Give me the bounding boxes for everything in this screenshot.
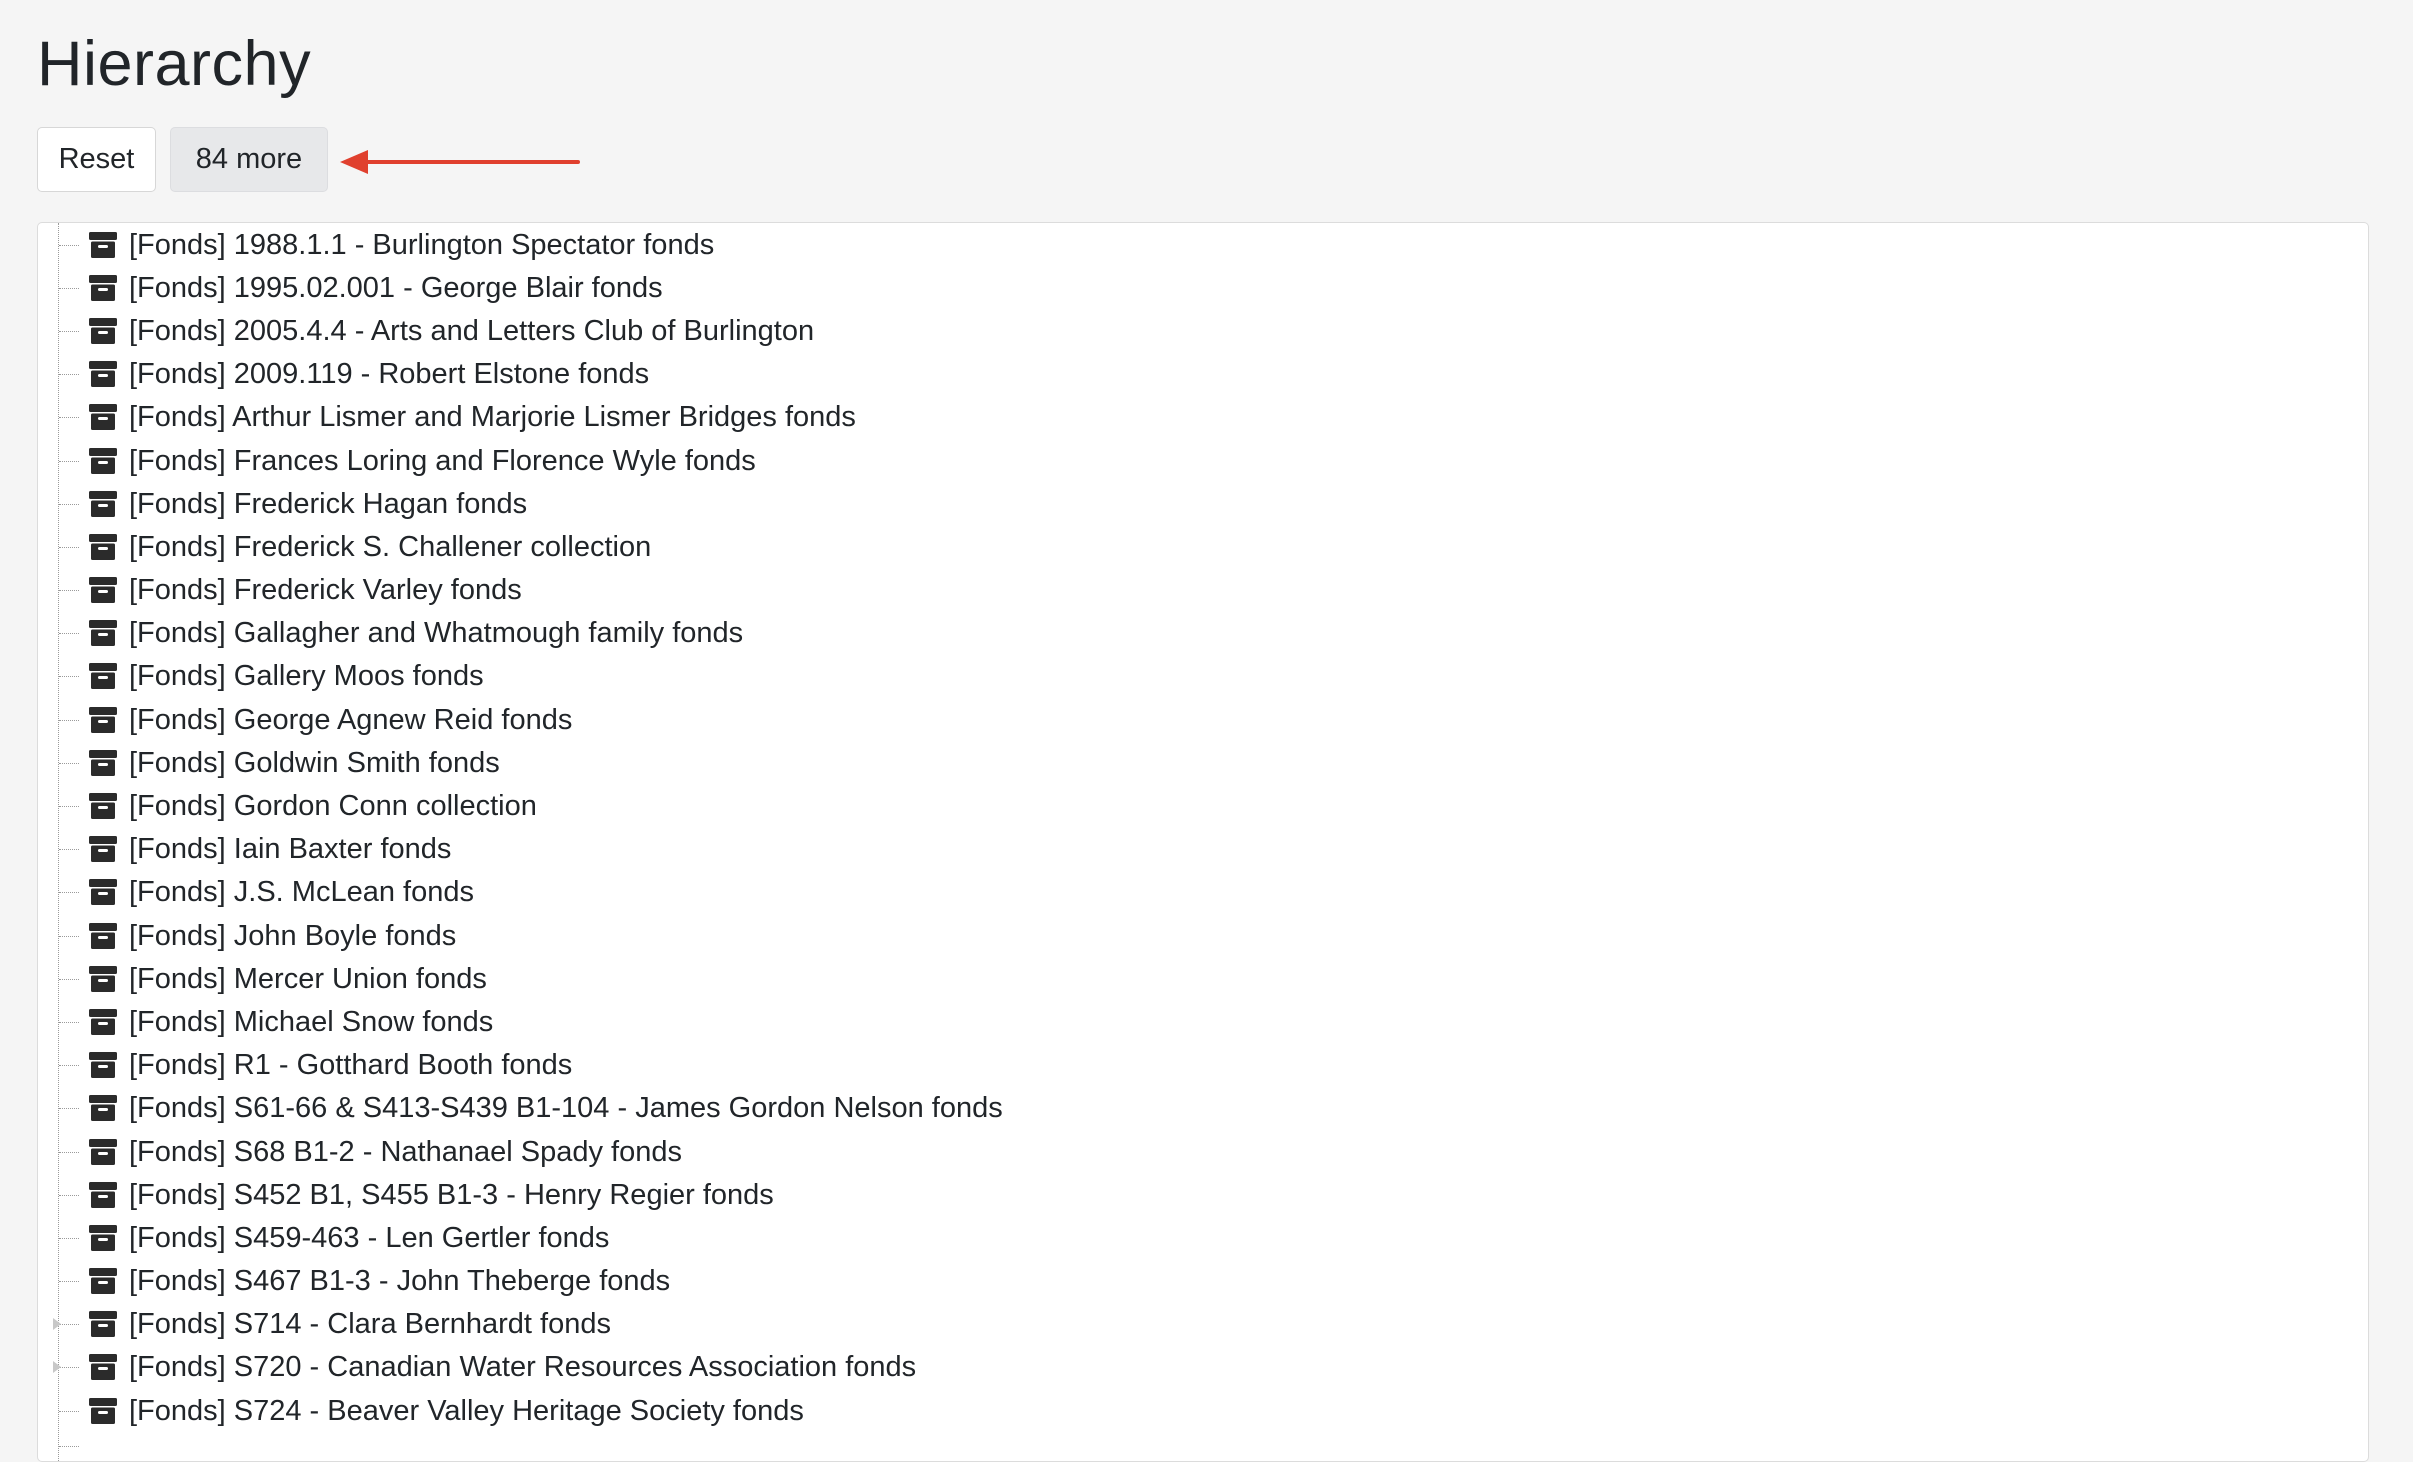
tree-connector xyxy=(59,1324,79,1325)
tree-node-label: [Fonds] S452 B1, S455 B1-3 - Henry Regier fonds xyxy=(129,1178,774,1211)
tree-connector xyxy=(59,1238,79,1239)
tree-connector xyxy=(59,504,79,505)
tree-node[interactable] xyxy=(38,612,2368,655)
reset-button[interactable]: Reset xyxy=(37,127,156,192)
tree-node[interactable] xyxy=(38,266,2368,309)
tree-node-label: [Fonds] Goldwin Smith fonds xyxy=(129,746,500,779)
archive-box-icon xyxy=(88,965,118,993)
tree-node[interactable] xyxy=(38,223,2368,266)
tree-connector xyxy=(59,936,79,937)
expand-caret-icon[interactable] xyxy=(53,1318,61,1330)
tree-connector xyxy=(59,547,79,548)
archive-box-icon xyxy=(88,231,118,259)
tree-node[interactable] xyxy=(38,525,2368,568)
page-title: Hierarchy xyxy=(37,29,312,99)
archive-box-icon xyxy=(88,1397,118,1425)
archive-box-icon xyxy=(88,1094,118,1122)
archive-box-icon xyxy=(88,878,118,906)
tree-node-label: [Fonds] 2005.4.4 - Arts and Letters Club of Burlington xyxy=(129,314,815,347)
tree-node-label: [Fonds] Gallagher and Whatmough family fonds xyxy=(129,617,744,650)
tree-node-label: [Fonds] S459-463 - Len Gertler fonds xyxy=(129,1221,610,1254)
tree-node[interactable] xyxy=(38,784,2368,827)
archive-box-icon xyxy=(88,1310,118,1338)
tree-node-label: [Fonds] Frederick Varley fonds xyxy=(129,574,522,607)
tree-node-label: [Fonds] S467 B1-3 - John Theberge fonds xyxy=(129,1265,671,1298)
archive-box-icon xyxy=(88,360,118,388)
tree-connector xyxy=(59,1152,79,1153)
annotation-arrow-head xyxy=(340,150,368,174)
archive-box-icon xyxy=(88,835,118,863)
tree-node[interactable] xyxy=(38,1173,2368,1216)
archive-box-icon xyxy=(88,749,118,777)
tree-node[interactable] xyxy=(38,1346,2368,1389)
tree-node[interactable] xyxy=(38,439,2368,482)
tree-node-label: [Fonds] Gallery Moos fonds xyxy=(129,660,484,693)
tree-node-label: [Fonds] Frederick S. Challener collection xyxy=(129,530,652,563)
tree-list xyxy=(38,223,2368,1432)
tree-node-partial[interactable] xyxy=(38,1424,2368,1462)
tree-connector xyxy=(59,1065,79,1066)
tree-node-label: [Fonds] Frederick Hagan fonds xyxy=(129,487,528,520)
archive-box-icon xyxy=(88,1224,118,1252)
tree-connector xyxy=(59,288,79,289)
tree-node[interactable] xyxy=(38,1260,2368,1303)
archive-box-icon xyxy=(88,619,118,647)
tree-connector xyxy=(59,763,79,764)
tree-node-label: [Fonds] Arthur Lismer and Marjorie Lismer Bridges fonds xyxy=(129,401,856,434)
tree-connector xyxy=(59,1411,79,1412)
tree-connector xyxy=(59,331,79,332)
annotation-arrow-icon xyxy=(340,146,580,178)
tree-connector xyxy=(59,979,79,980)
tree-connector xyxy=(59,676,79,677)
tree-connector xyxy=(59,461,79,462)
tree-connector xyxy=(59,1195,79,1196)
tree-node-label: [Fonds] S714 - Clara Bernhardt fonds xyxy=(129,1308,611,1341)
tree-connector xyxy=(59,1281,79,1282)
archive-box-icon xyxy=(88,662,118,690)
tree-node[interactable] xyxy=(38,569,2368,612)
tree-connector xyxy=(59,892,79,893)
archive-box-icon xyxy=(88,1353,118,1381)
tree-node[interactable] xyxy=(38,914,2368,957)
archive-box-icon xyxy=(88,1267,118,1295)
tree-node[interactable] xyxy=(38,482,2368,525)
archive-box-icon xyxy=(88,706,118,734)
tree-node-label: [Fonds] Iain Baxter fonds xyxy=(129,833,452,866)
tree-node-label: [Fonds] R1 - Gotthard Booth fonds xyxy=(129,1049,573,1082)
archive-box-icon xyxy=(88,533,118,561)
tree-node[interactable] xyxy=(38,1303,2368,1346)
tree-connector xyxy=(59,590,79,591)
archive-box-icon xyxy=(88,490,118,518)
tree-node-label: [Fonds] George Agnew Reid fonds xyxy=(129,703,573,736)
expand-caret-icon[interactable] xyxy=(53,1361,61,1373)
tree-connector xyxy=(59,633,79,634)
tree-node[interactable] xyxy=(38,1044,2368,1087)
tree-node[interactable] xyxy=(38,698,2368,741)
tree-node[interactable] xyxy=(38,353,2368,396)
tree-connector xyxy=(59,1446,79,1447)
archive-box-icon xyxy=(88,447,118,475)
tree-node-label: [Fonds] 1988.1.1 - Burlington Spectator fonds xyxy=(129,228,715,261)
tree-connector xyxy=(59,720,79,721)
archive-box-icon xyxy=(88,274,118,302)
tree-node[interactable] xyxy=(38,871,2368,914)
tree-connector xyxy=(59,1367,79,1368)
tree-node-label: [Fonds] S724 - Beaver Valley Heritage Society fonds xyxy=(129,1394,804,1427)
archive-box-icon xyxy=(88,1051,118,1079)
tree-connector xyxy=(59,1108,79,1109)
tree-connector xyxy=(59,849,79,850)
tree-node[interactable] xyxy=(38,1130,2368,1173)
tree-node[interactable] xyxy=(38,396,2368,439)
tree-node-label: [Fonds] Gordon Conn collection xyxy=(129,790,537,823)
tree-node-label: [Fonds] John Boyle fonds xyxy=(129,919,457,952)
archive-box-icon xyxy=(88,1008,118,1036)
hierarchy-tree[interactable] xyxy=(37,222,2369,1462)
archive-box-icon xyxy=(88,317,118,345)
tree-node-label: [Fonds] 1995.02.001 - George Blair fonds xyxy=(129,271,663,304)
tree-node[interactable] xyxy=(38,1216,2368,1259)
archive-box-icon xyxy=(88,792,118,820)
tree-connector xyxy=(59,374,79,375)
tree-node-label: [Fonds] 2009.119 - Robert Elstone fonds xyxy=(129,358,650,391)
tree-node-label: [Fonds] S68 B1-2 - Nathanael Spady fonds xyxy=(129,1135,682,1168)
tree-node-label: [Fonds] Frances Loring and Florence Wyle fonds xyxy=(129,444,756,477)
tree-node[interactable] xyxy=(38,1087,2368,1130)
archive-box-icon xyxy=(88,403,118,431)
tree-node[interactable] xyxy=(38,655,2368,698)
archive-box-icon xyxy=(88,922,118,950)
tree-node[interactable] xyxy=(38,828,2368,871)
tree-node-label: [Fonds] S61-66 & S413-S439 B1-104 - James Gordon Nelson fonds xyxy=(129,1092,1003,1125)
load-more-button[interactable]: 84 more xyxy=(170,127,328,192)
tree-connector xyxy=(59,1022,79,1023)
tree-connector xyxy=(59,245,79,246)
tree-node-label: [Fonds] Michael Snow fonds xyxy=(129,1005,494,1038)
tree-node[interactable] xyxy=(38,1000,2368,1043)
tree-node-label: [Fonds] S720 - Canadian Water Resources Association fonds xyxy=(129,1351,917,1384)
archive-box-icon xyxy=(88,1181,118,1209)
tree-node-label: [Fonds] Mercer Union fonds xyxy=(129,962,487,995)
archive-box-icon xyxy=(88,576,118,604)
tree-connector xyxy=(59,806,79,807)
tree-node-label: [Fonds] J.S. McLean fonds xyxy=(129,876,474,909)
tree-connector xyxy=(59,417,79,418)
archive-box-icon xyxy=(88,1138,118,1166)
tree-node[interactable] xyxy=(38,957,2368,1000)
tree-node[interactable] xyxy=(38,741,2368,784)
tree-node[interactable] xyxy=(38,309,2368,352)
